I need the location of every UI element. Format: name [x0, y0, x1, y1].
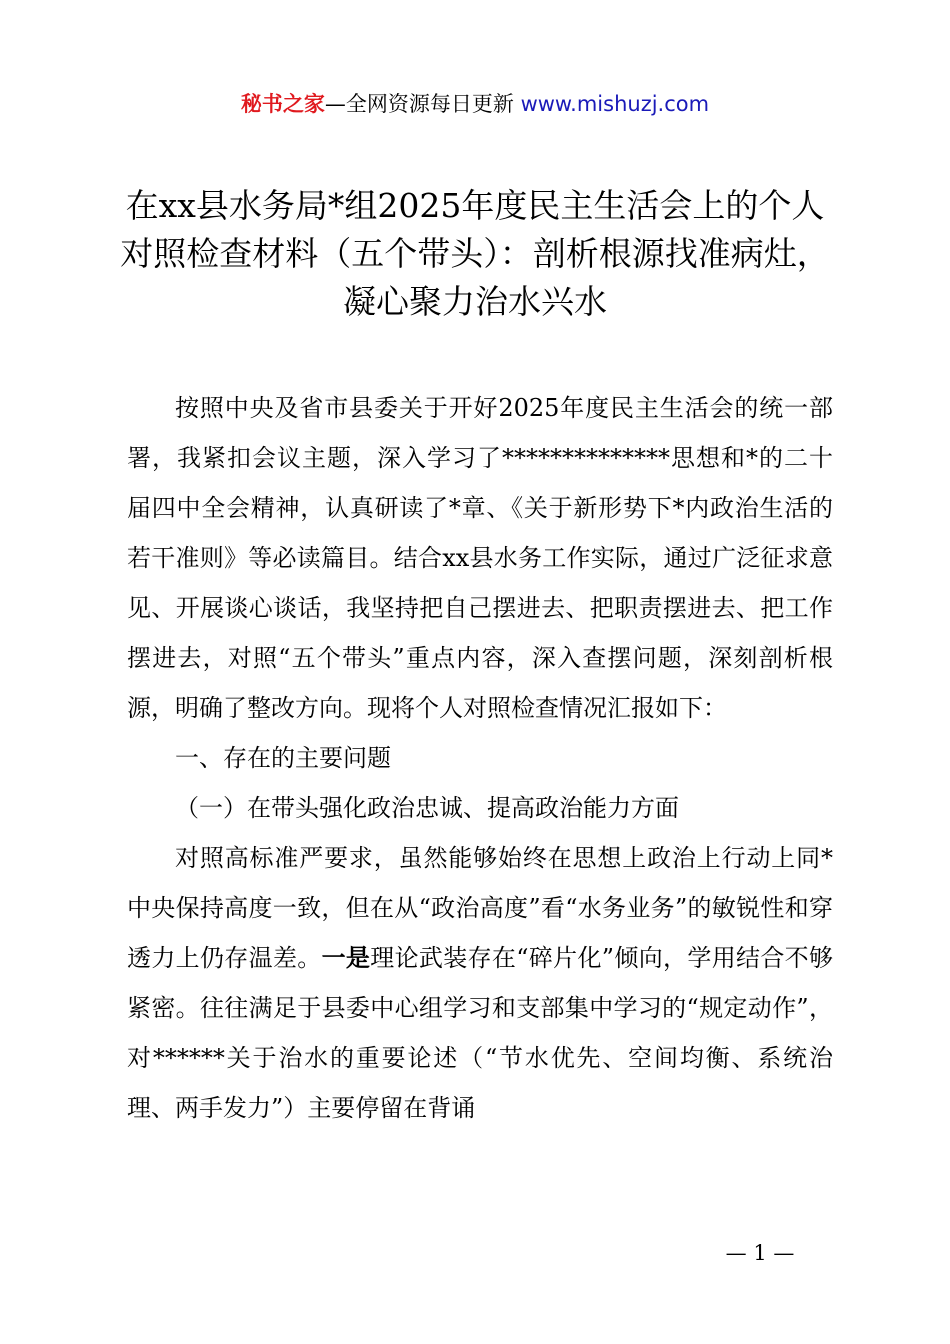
- site-brand: 秘书之家: [240, 92, 325, 116]
- paragraph-lead: 一是: [321, 943, 371, 972]
- body-paragraph: [127, 833, 833, 1133]
- section-heading: 一、存在的主要问题: [175, 744, 391, 772]
- paragraph-text-continued: 理论武装存在“碎片化”倾向，学用结合不够紧密。往往满足于县委中心组学习和支部集中学习的“规定动作”，对******关于治水的重要论述（“节水优先、空间均衡、系统治理、两手发力”）主要停留在背诵: [127, 944, 833, 1122]
- site-slogan: —全网资源每日更新: [324, 92, 521, 116]
- subsection-heading: （一）在带头强化政治忠诚、提高政治能力方面: [175, 794, 679, 822]
- site-header: [0, 88, 950, 120]
- intro-paragraph: 按照中央及省市县委关于开好2025年度民主生活会的统一部署，我紧扣会议主题，深入学习了**************思想和*的二十届四中全会精神，认真研读了*章、《关于新形势下*内政治生活的若干准则》等必读篇目。结合xx县水务工作实际，通过广泛征求意见、开展谈心谈话，我坚持把自己摆进去、把职责摆进去、把工作摆进去，对照“五个带头”重点内容，深入查摆问题，深刻剖析根源，明确了整改方向。现将个人对照检查情况汇报如下：: [127, 394, 833, 722]
- document-body: [127, 383, 833, 1133]
- site-url[interactable]: www.mishuzj.com: [520, 92, 710, 116]
- paragraph-text: 对照高标准严要求，虽然能够始终在思想上政治上行动上同*中央保持高度一致，但在从“政治高度”看“水务业务”的敏锐性和穿透力上仍存温差。: [127, 844, 833, 972]
- page-number: — 1 —: [725, 1241, 795, 1265]
- document-title: 在xx县水务局*组2025年度民主生活会上的个人对照检查材料（五个带头）：剖析根源找准病灶，凝心聚力治水兴水: [120, 186, 830, 321]
